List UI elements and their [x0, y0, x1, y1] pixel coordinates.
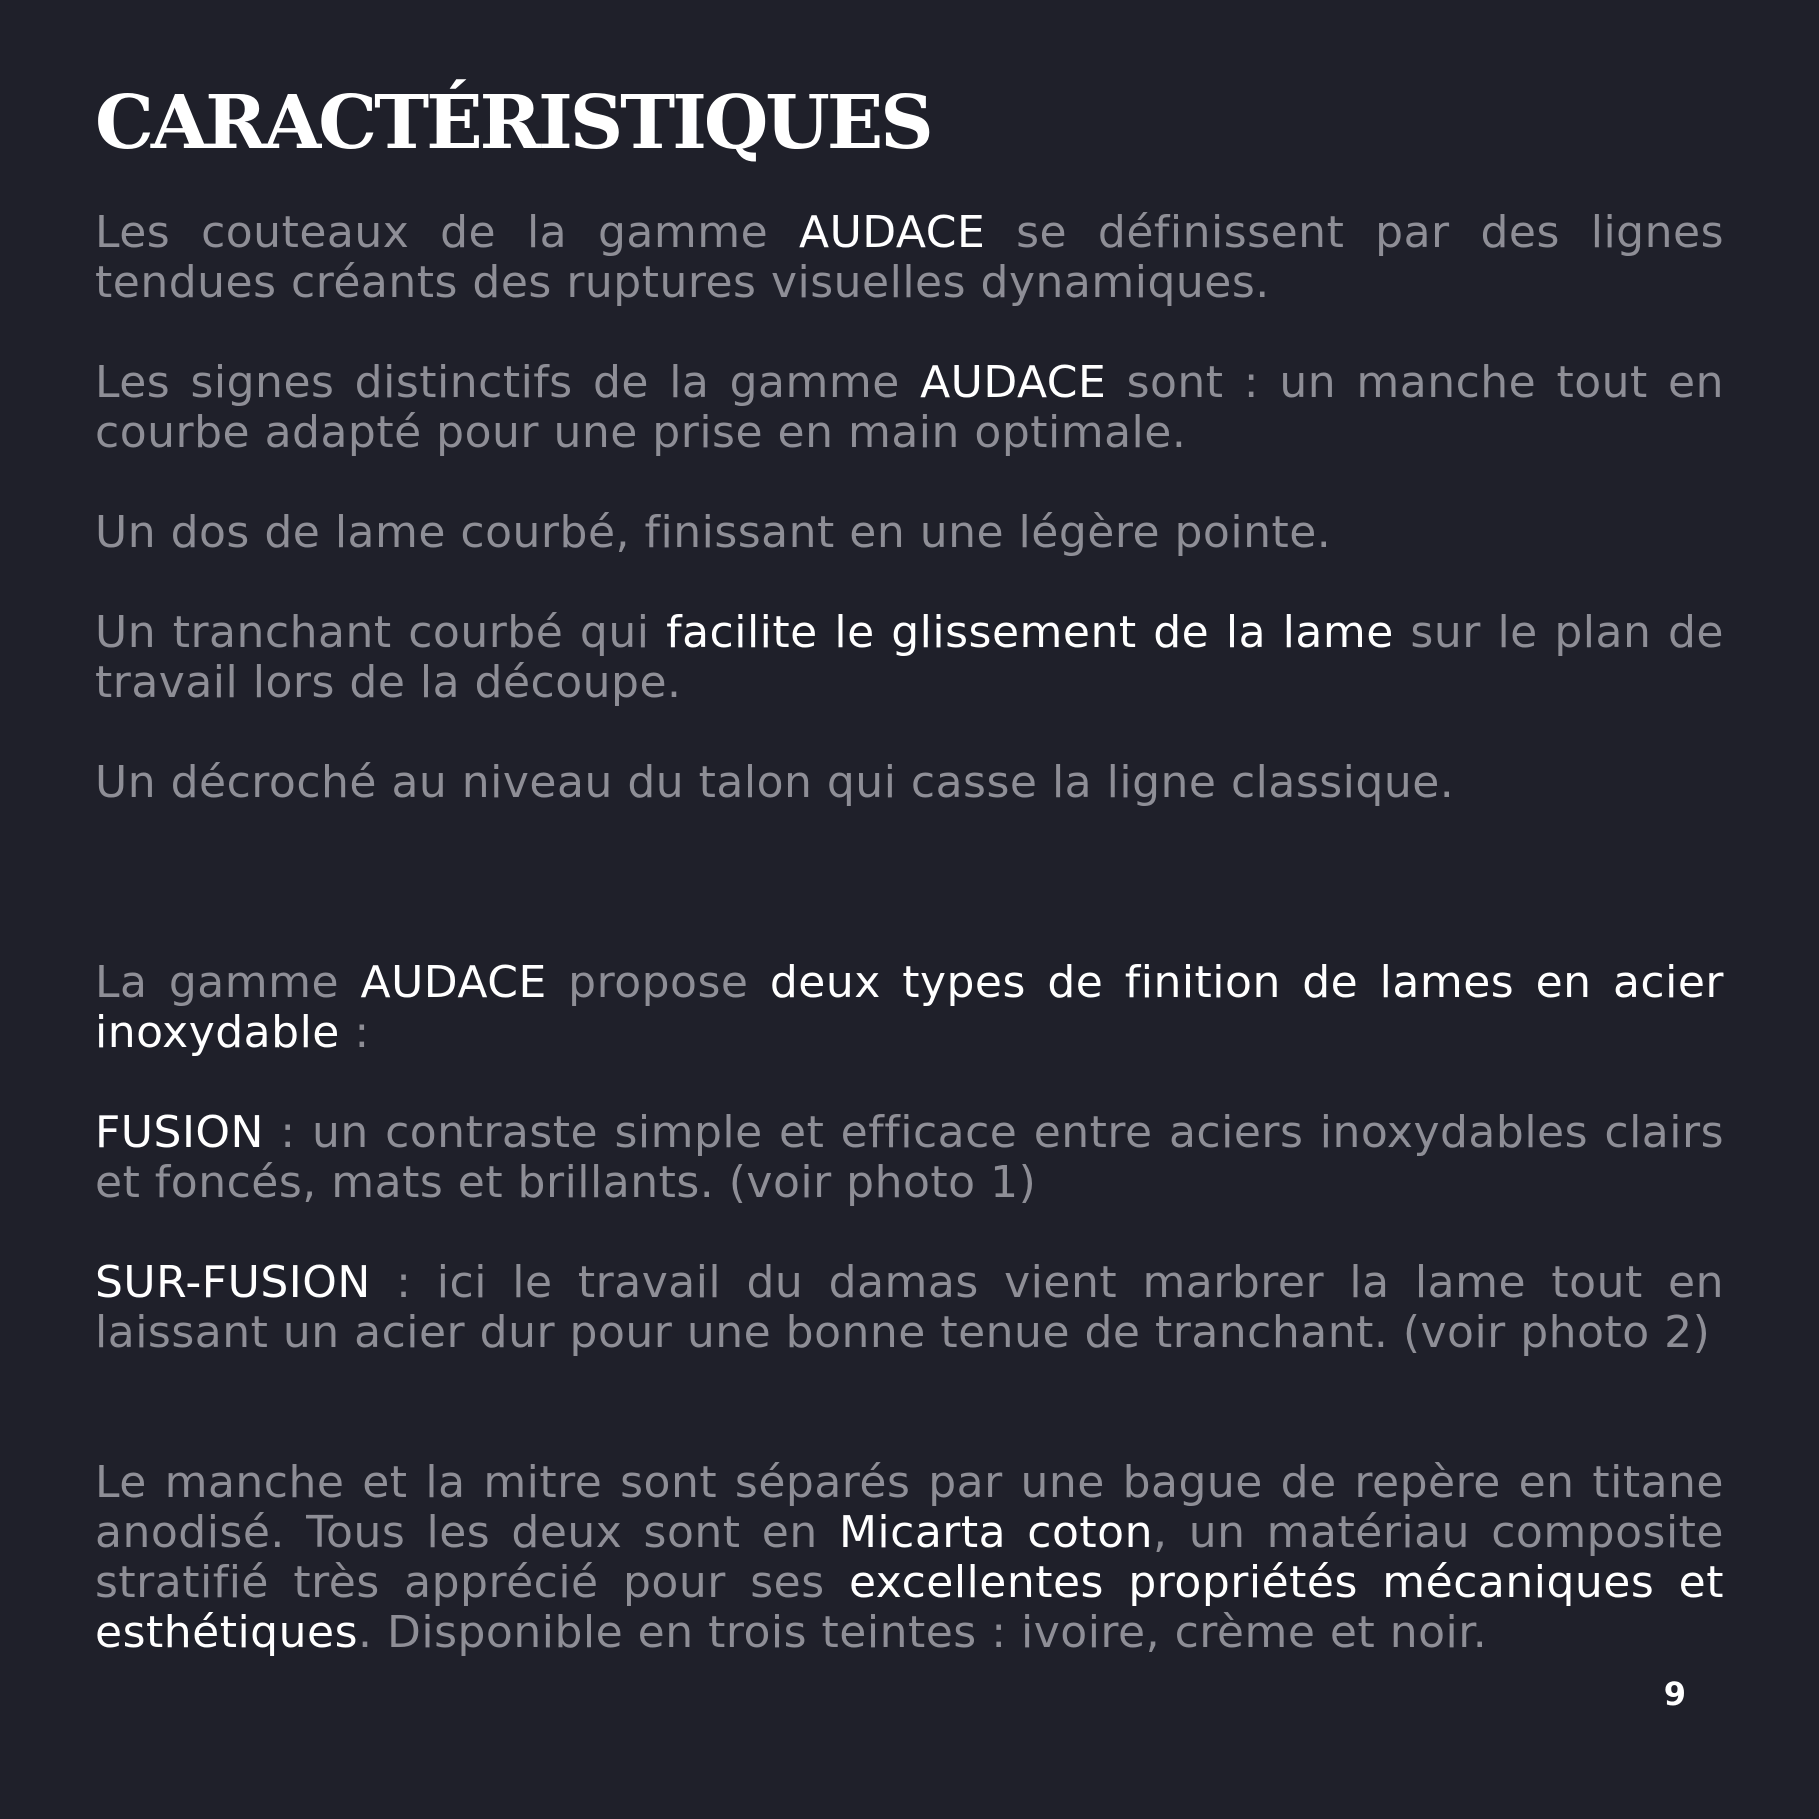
material-name: Micarta coton [838, 1507, 1153, 1558]
text-run: La gamme [95, 957, 361, 1008]
finish-name: FUSION [95, 1107, 264, 1158]
text-run: : ici le travail du damas vient marbrer la lame tout en laissant un acier dur pour une bonne tenue de tranchant. (voir photo 2) [95, 1257, 1724, 1358]
text-run: Un dos de lame courbé, finissant en une légère pointe. [95, 507, 1332, 558]
text-run: Le manche et la mitre sont séparés par une bague de repère en titane anodisé. Tous les deux sont en [95, 1457, 1724, 1558]
page-number: 9 [1663, 1675, 1686, 1713]
text-run: : [339, 1007, 370, 1058]
finish-name: SUR-FUSION [95, 1257, 371, 1308]
text-run: propose [546, 957, 770, 1008]
paragraph-fusion [95, 1108, 1724, 1208]
paragraph-intro [95, 208, 1724, 308]
brand-name: AUDACE [799, 207, 986, 258]
text-run: se définissent par des lignes tendues créants des ruptures visuelles dynamiques. [95, 207, 1724, 308]
paragraph-blade-back [95, 508, 1724, 558]
text-run: . Disponible en trois teintes : ivoire, crème et noir. [358, 1607, 1488, 1658]
highlight-text: facilite le glissement de la lame [666, 607, 1394, 658]
text-run: : un contraste simple et efficace entre aciers inoxydables clairs et foncés, mats et brillants. (voir photo 1) [95, 1107, 1724, 1208]
text-run: Un tranchant courbé qui [95, 607, 667, 658]
paragraph-cutting-edge [95, 608, 1724, 708]
text-run: sur le plan de travail lors de la découpe. [95, 607, 1724, 708]
paragraph-distinctive-signs [95, 358, 1724, 458]
text-run: sont : un manche tout en courbe adapté pour une prise en main optimale. [95, 357, 1724, 458]
paragraph-heel [95, 758, 1724, 808]
highlight-text: deux types de finition de lames en acier inoxydable [95, 957, 1724, 1058]
text-run: Les signes distinctifs de la gamme [95, 357, 921, 408]
brand-name: AUDACE [360, 957, 547, 1008]
text-run: , un matériau composite stratifié très apprécié pour ses [95, 1507, 1725, 1608]
paragraph-finishes [95, 958, 1724, 1058]
page-content [95, 0, 1724, 1819]
highlight-text: excellentes propriétés mécaniques et esthétiques [95, 1557, 1724, 1658]
text-run: Un décroché au niveau du talon qui casse la ligne classique. [95, 757, 1455, 808]
text-run: Les couteaux de la gamme [95, 207, 799, 258]
page-title: CARACTÉRISTIQUES [95, 80, 931, 166]
brand-name: AUDACE [920, 357, 1107, 408]
paragraph-sur-fusion [95, 1258, 1724, 1358]
paragraph-handle [95, 1458, 1724, 1658]
